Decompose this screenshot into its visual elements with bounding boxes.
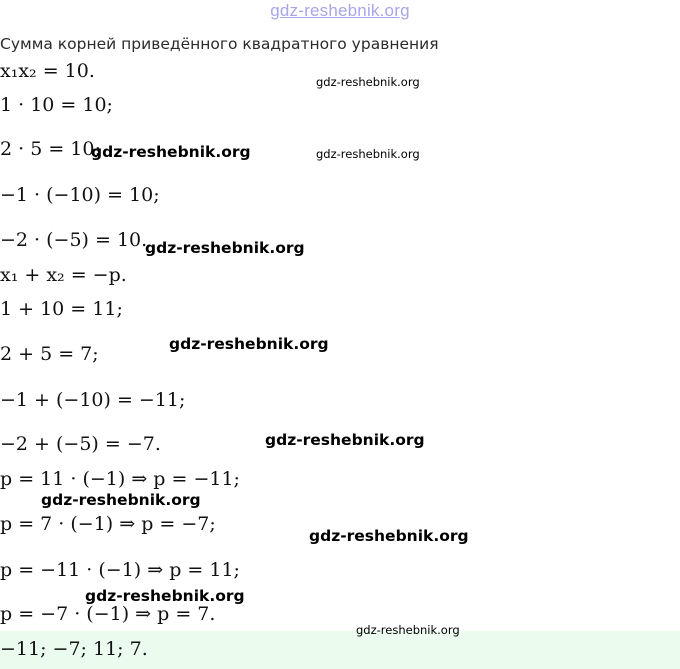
intro-text: Сумма корней приведённого квадратного уравнения bbox=[0, 35, 439, 53]
watermark: gdz-reshebnik.org bbox=[145, 239, 305, 257]
math-line: −2 + (−5) = −7. bbox=[0, 433, 161, 455]
header-watermark: gdz-reshebnik.org bbox=[270, 1, 410, 20]
math-line: 2 · 5 = 10; bbox=[0, 138, 101, 160]
math-line: 1 · 10 = 10; bbox=[0, 94, 113, 116]
watermark: gdz-reshebnik.org bbox=[316, 75, 420, 89]
math-line: −1 · (−10) = 10; bbox=[0, 184, 160, 206]
math-line: −1 + (−10) = −11; bbox=[0, 389, 186, 411]
math-line: x₁ + x₂ = −p. bbox=[0, 264, 127, 286]
math-line: p = 11 · (−1) ⇒ p = −11; bbox=[0, 468, 240, 490]
math-line: −2 · (−5) = 10. bbox=[0, 229, 148, 251]
math-line: 2 + 5 = 7; bbox=[0, 343, 99, 365]
math-line: p = −7 · (−1) ⇒ p = 7. bbox=[0, 603, 216, 625]
watermark: gdz-reshebnik.org bbox=[91, 143, 251, 161]
math-line: 1 + 10 = 11; bbox=[0, 298, 123, 320]
watermark: gdz-reshebnik.org bbox=[265, 431, 425, 449]
watermark: gdz-reshebnik.org bbox=[356, 623, 460, 637]
watermark: gdz-reshebnik.org bbox=[85, 587, 245, 605]
math-line: p = −11 · (−1) ⇒ p = 11; bbox=[0, 559, 240, 581]
watermark: gdz-reshebnik.org bbox=[309, 527, 469, 545]
watermark: gdz-reshebnik.org bbox=[41, 491, 201, 509]
watermark: gdz-reshebnik.org bbox=[316, 147, 420, 161]
watermark: gdz-reshebnik.org bbox=[169, 335, 329, 353]
answer-line: −11; −7; 11; 7. bbox=[0, 638, 148, 660]
math-line: x₁x₂ = 10. bbox=[0, 60, 95, 82]
math-line: p = 7 · (−1) ⇒ p = −7; bbox=[0, 513, 216, 535]
